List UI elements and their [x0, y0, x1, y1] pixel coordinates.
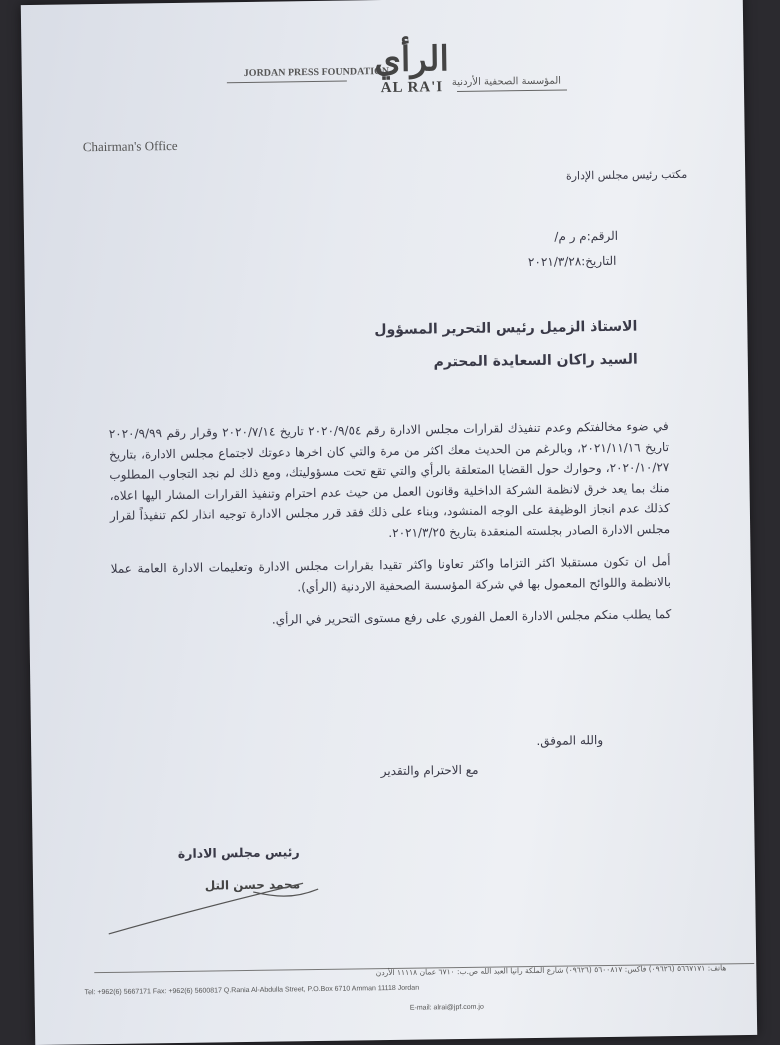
addressee-name: السيد راكان السعايدة المحترم	[433, 351, 638, 371]
body-paragraph-3: كما يطلب منكم مجلس الادارة العمل الفوري على رفع مستوى التحرير في الرأي.	[271, 607, 672, 627]
footer-address-en: Tel: +962(6) 5667171 Fax: +962(6) 5600817 Q.Rania Al-Abdulla Street, P.O.Box 6710 Amman 11118 Jordan	[84, 984, 420, 997]
body-paragraph-2: أمل ان تكون مستقبلا اكثر التزاما واكثر تعاونا واكثر تقيدا بقرارات مجلس الادارة وتعليمات الادارة العامة عملا بالانظمة واللوائح المعمول بها في شركة المؤسسة الصحفية الاردنية (الرأي).	[110, 554, 671, 594]
foundation-name-ar: المؤسسة الصحفية الأردنية	[451, 75, 562, 89]
regards-line: مع الاحترام والتقدير	[380, 762, 479, 779]
letter-page	[21, 0, 757, 1045]
signatory-name: محمد حسن التل	[204, 877, 301, 893]
reference-number: الرقم:م ر م/	[554, 228, 619, 244]
office-title-ar: مكتب رئيس مجلس الإدارة	[565, 167, 688, 183]
footer-address-ar: هاتف: ٥٦٦٧١٧١ (٠٩٦٢٦) فاكس: ٥٦٠٠٨١٧ (٠٩٦٢٦) شارع الملكة رانيا العبد الله ص.ب: ٦٧١٠ عمان ١١١١٨ الأردن	[375, 963, 727, 978]
header-rule-right	[457, 89, 567, 92]
signature-scribble	[103, 871, 334, 944]
letter-date: التاريخ:٢٠٢١/٣/٢٨	[527, 253, 617, 270]
header-rule-left	[227, 81, 347, 84]
signature-title: رئيس مجلس الادارة	[177, 844, 300, 861]
body-paragraph-1: في ضوء مخالفتكم وعدم تنفيذك لقرارات مجلس الادارة رقم ٢٠٢٠/٩/٥٤ تاريخ ٢٠٢٠/٧/١٤ وقرار رقم ٢٠٢٠/٩/٩٩ تاريخ ٢٠٢١/١١/١٦، وبالرغم من الحديث معك اكثر من مرة والتي كان اخرها دعوتك لاجتماع مجلس الادارة، بتاريخ ٢٠٢٠/١٠/٢٧، وحوارك حول القضايا المتعلقة بالرأي والتي تقع تحت مسؤوليتك، ومع ذلك لم نجد التجاوب المطلوب منك بما يعد خرق لانظمة الشركة الداخلية وقانون العمل من حيث عدم احترام وتنفيذ القرارات المشار اليها اعلاه، كذلك عدم انجاز الوظيفة على الوجه المنشود، وبناء على ذلك فقد قرر مجلس الادارة توجيه انذار لكم تنفيذاً لقرار مجلس الادارة الصادر بجلسته المنعقدة بتاريخ ٢٠٢١/٣/٢٥.	[108, 419, 671, 540]
office-title-en: Chairman's Office	[82, 137, 178, 155]
letter-body	[109, 416, 672, 644]
closing-line: والله الموفق.	[536, 733, 604, 748]
footer-email: E-mail: alrai@jpf.com.jo	[409, 1003, 484, 1012]
logo-english: AL RA'I	[380, 79, 444, 97]
foundation-name-en: JORDAN PRESS FOUNDATION	[243, 65, 390, 79]
addressee-title: الاستاذ الزميل رئيس التحرير المسؤول	[374, 318, 638, 339]
logo-arabic: الرأي	[373, 39, 450, 81]
